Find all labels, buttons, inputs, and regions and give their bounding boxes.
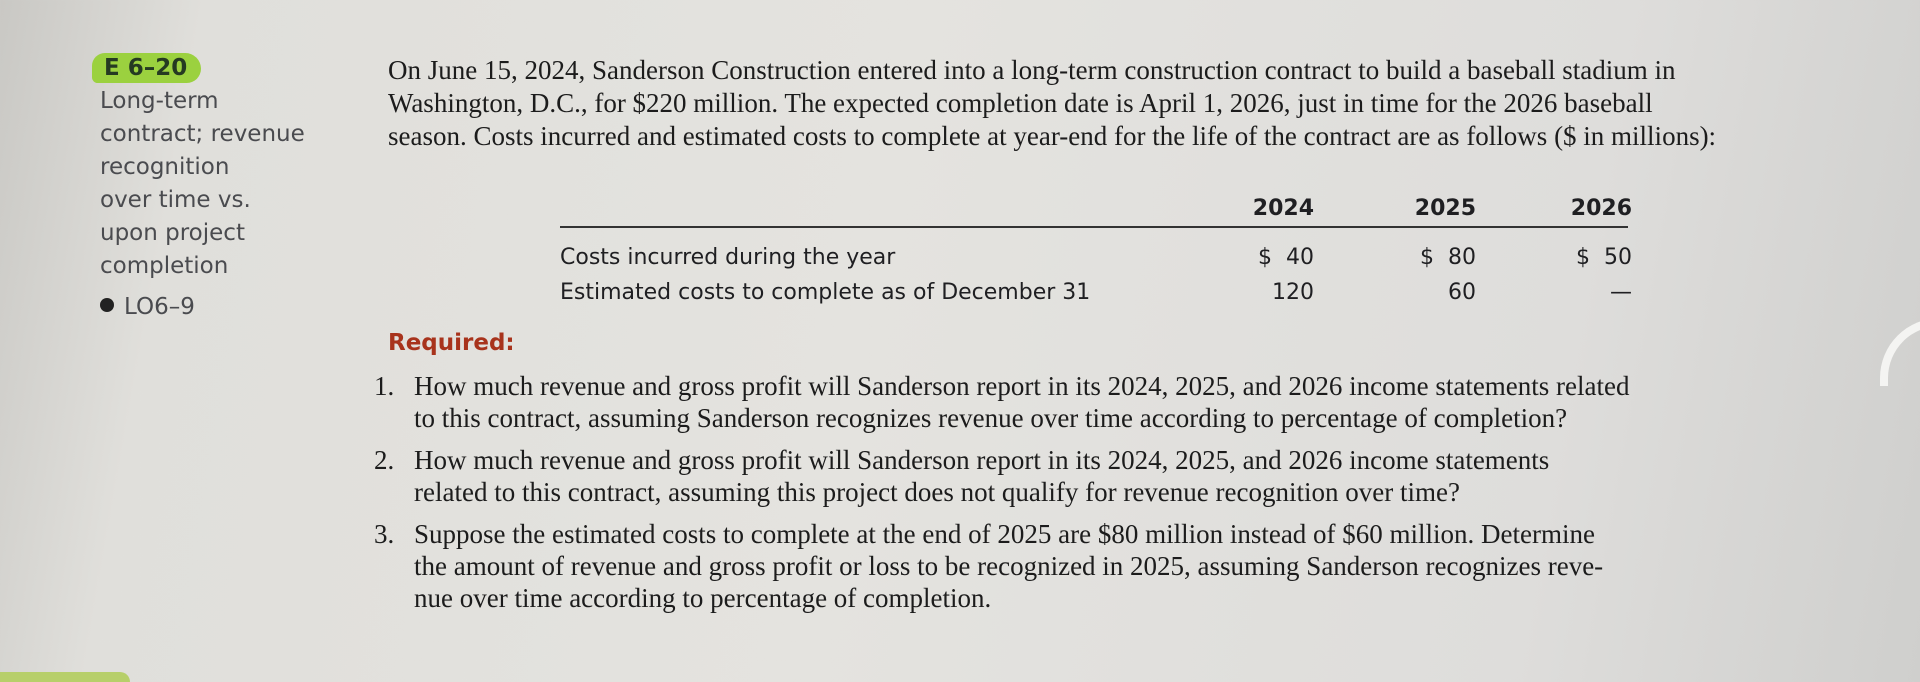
intro-line: On June 15, 2024, Sanderson Construction entered into a long-term construction contract to build a baseball stadium in <box>388 55 1676 85</box>
learning-objective-label: LO6–9 <box>124 294 195 320</box>
page-curl-decoration <box>1880 318 1920 386</box>
table-cell: — <box>1610 280 1632 305</box>
question-number: 2. <box>374 445 395 475</box>
required-heading: Required: <box>388 330 515 356</box>
table-cell: $ 50 <box>1576 245 1632 270</box>
row-label: Estimated costs to complete as of December 31 <box>560 280 1091 305</box>
learning-objective <box>100 291 350 324</box>
question-list <box>374 370 1834 624</box>
question-line: the amount of revenue and gross profit or loss to be recognized in 2025, assuming Sanderson recognizes reve- <box>414 551 1604 581</box>
table-cell: 120 <box>1272 280 1314 305</box>
table-header <box>560 196 1632 228</box>
question-line: How much revenue and gross profit will Sanderson report in its 2024, 2025, and 2026 income statements <box>414 445 1550 475</box>
exercise-number-badge: E 6–20 <box>92 53 201 83</box>
table-row <box>560 275 1632 310</box>
question-line: related to this contract, assuming this project does not qualify for revenue recognition over time? <box>414 477 1460 507</box>
topic-line: recognition <box>100 154 230 180</box>
table-cell: $ 40 <box>1258 245 1314 270</box>
question-item <box>374 518 1834 614</box>
topic-line: completion <box>100 253 229 279</box>
exercise-sidebar <box>100 52 350 324</box>
intro-line: season. Costs incurred and estimated costs to complete at year-end for the life of the contract are as follows ($ in millions): <box>388 121 1717 151</box>
question-number: 3. <box>374 519 395 549</box>
question-number: 1. <box>374 371 395 401</box>
topic-line: contract; revenue <box>100 121 305 147</box>
question-line: nue over time according to percentage of completion. <box>414 583 992 613</box>
question-item <box>374 370 1834 434</box>
column-header-2026: 2026 <box>1570 196 1632 221</box>
question-line: Suppose the estimated costs to complete at the end of 2025 are $80 million instead of $60 million. Determine <box>414 519 1595 549</box>
problem-intro <box>388 54 1828 153</box>
intro-line: Washington, D.C., for $220 million. The expected completion date is April 1, 2026, just in time for the 2026 baseball <box>388 88 1653 118</box>
bullet-icon <box>100 298 114 312</box>
table-cell: 60 <box>1448 280 1476 305</box>
topic-line: Long-term <box>100 88 219 114</box>
topic-line: over time vs. <box>100 187 251 213</box>
question-line: How much revenue and gross profit will Sanderson report in its 2024, 2025, and 2026 income statements related <box>414 371 1630 401</box>
table-row <box>560 240 1632 275</box>
column-header-2024: 2024 <box>1252 196 1314 221</box>
cost-table <box>560 196 1632 310</box>
question-line: to this contract, assuming Sanderson recognizes revenue over time according to percentage of completion? <box>414 403 1568 433</box>
column-header-2025: 2025 <box>1414 196 1476 221</box>
table-cell: $ 80 <box>1420 245 1476 270</box>
topic-line: upon project <box>100 220 245 246</box>
highlight-decoration <box>0 672 130 682</box>
row-label: Costs incurred during the year <box>560 245 896 270</box>
question-item <box>374 444 1834 508</box>
